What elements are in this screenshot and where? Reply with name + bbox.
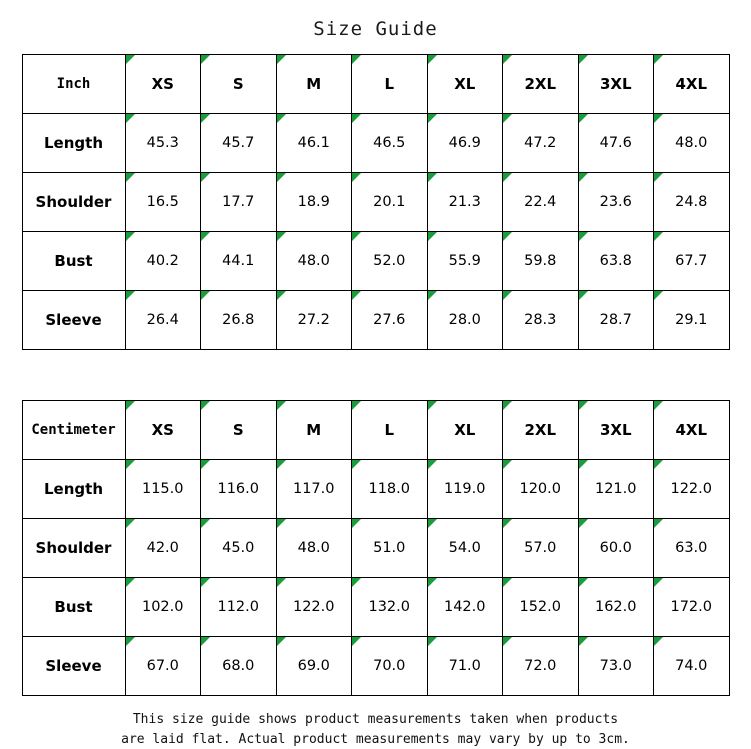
cell-shoulder-3xl: 23.6 (578, 173, 654, 232)
footnote-line-1: This size guide shows product measurements taken when products (22, 710, 730, 730)
cell-sleeve-2xl: 72.0 (503, 637, 579, 696)
footnote-line-2: are laid flat. Actual product measurements may vary by up to 3cm. (22, 730, 730, 749)
cell-shoulder-xl: 21.3 (427, 173, 503, 232)
cell-sleeve-xs: 26.4 (125, 291, 201, 350)
cell-sleeve-m: 27.2 (276, 291, 352, 350)
cell-bust-l: 132.0 (352, 578, 428, 637)
cell-sleeve-xl: 71.0 (427, 637, 503, 696)
cell-bust-xl: 55.9 (427, 232, 503, 291)
cell-bust-2xl: 152.0 (503, 578, 579, 637)
cell-bust-l: 52.0 (352, 232, 428, 291)
cell-length-xs: 45.3 (125, 114, 201, 173)
cell-length-4xl: 122.0 (654, 460, 730, 519)
column-header-4xl: 4XL (654, 55, 730, 114)
row-header-shoulder: Shoulder (22, 519, 125, 578)
row-header-sleeve: Sleeve (22, 637, 125, 696)
cell-length-4xl: 48.0 (654, 114, 730, 173)
column-header-2xl: 2XL (503, 401, 579, 460)
cell-shoulder-m: 48.0 (276, 519, 352, 578)
cell-sleeve-4xl: 74.0 (654, 637, 730, 696)
cell-bust-2xl: 59.8 (503, 232, 579, 291)
table-row (22, 578, 729, 637)
cell-bust-4xl: 172.0 (654, 578, 730, 637)
table-row (22, 637, 729, 696)
table-header-row (22, 55, 729, 114)
column-header-l: L (352, 55, 428, 114)
cell-bust-xl: 142.0 (427, 578, 503, 637)
cell-sleeve-3xl: 28.7 (578, 291, 654, 350)
column-header-xl: XL (427, 55, 503, 114)
table-row (22, 232, 729, 291)
cell-shoulder-xs: 16.5 (125, 173, 201, 232)
cell-sleeve-m: 69.0 (276, 637, 352, 696)
cell-length-l: 118.0 (352, 460, 428, 519)
cell-sleeve-3xl: 73.0 (578, 637, 654, 696)
cell-length-s: 45.7 (201, 114, 277, 173)
cell-bust-3xl: 63.8 (578, 232, 654, 291)
cell-shoulder-s: 45.0 (201, 519, 277, 578)
row-header-bust: Bust (22, 578, 125, 637)
cell-bust-m: 122.0 (276, 578, 352, 637)
column-header-l: L (352, 401, 428, 460)
size-table-centimeter (22, 400, 730, 696)
cell-length-xl: 46.9 (427, 114, 503, 173)
cell-bust-3xl: 162.0 (578, 578, 654, 637)
unit-label-centimeter: Centimeter (22, 401, 125, 460)
cell-sleeve-l: 27.6 (352, 291, 428, 350)
cell-length-xs: 115.0 (125, 460, 201, 519)
column-header-s: S (201, 401, 277, 460)
table-row (22, 291, 729, 350)
cell-shoulder-l: 51.0 (352, 519, 428, 578)
cell-length-m: 117.0 (276, 460, 352, 519)
cell-bust-xs: 102.0 (125, 578, 201, 637)
column-header-xl: XL (427, 401, 503, 460)
column-header-2xl: 2XL (503, 55, 579, 114)
column-header-3xl: 3XL (578, 401, 654, 460)
size-table-inch (22, 54, 730, 350)
cell-shoulder-4xl: 63.0 (654, 519, 730, 578)
cell-bust-s: 44.1 (201, 232, 277, 291)
cell-bust-4xl: 67.7 (654, 232, 730, 291)
column-header-s: S (201, 55, 277, 114)
unit-label-inch: Inch (22, 55, 125, 114)
column-header-m: M (276, 401, 352, 460)
cell-length-3xl: 47.6 (578, 114, 654, 173)
cell-shoulder-s: 17.7 (201, 173, 277, 232)
cell-shoulder-m: 18.9 (276, 173, 352, 232)
cell-sleeve-l: 70.0 (352, 637, 428, 696)
cell-sleeve-xl: 28.0 (427, 291, 503, 350)
cell-length-3xl: 121.0 (578, 460, 654, 519)
cell-length-2xl: 47.2 (503, 114, 579, 173)
row-header-length: Length (22, 460, 125, 519)
cell-sleeve-2xl: 28.3 (503, 291, 579, 350)
row-header-shoulder: Shoulder (22, 173, 125, 232)
cell-shoulder-4xl: 24.8 (654, 173, 730, 232)
cell-shoulder-2xl: 57.0 (503, 519, 579, 578)
cell-bust-s: 112.0 (201, 578, 277, 637)
table-spacer (0, 350, 751, 400)
table-header-row (22, 401, 729, 460)
footnote (22, 696, 730, 749)
cell-sleeve-4xl: 29.1 (654, 291, 730, 350)
cell-bust-m: 48.0 (276, 232, 352, 291)
cell-length-xl: 119.0 (427, 460, 503, 519)
table-row (22, 460, 729, 519)
column-header-3xl: 3XL (578, 55, 654, 114)
table-row (22, 114, 729, 173)
cell-sleeve-xs: 67.0 (125, 637, 201, 696)
column-header-xs: XS (125, 401, 201, 460)
column-header-xs: XS (125, 55, 201, 114)
cell-sleeve-s: 68.0 (201, 637, 277, 696)
row-header-sleeve: Sleeve (22, 291, 125, 350)
table-row (22, 173, 729, 232)
cell-length-2xl: 120.0 (503, 460, 579, 519)
page-title: Size Guide (0, 0, 751, 54)
cell-sleeve-s: 26.8 (201, 291, 277, 350)
cell-length-l: 46.5 (352, 114, 428, 173)
cell-length-s: 116.0 (201, 460, 277, 519)
cell-shoulder-3xl: 60.0 (578, 519, 654, 578)
cell-shoulder-xl: 54.0 (427, 519, 503, 578)
cell-bust-xs: 40.2 (125, 232, 201, 291)
row-header-length: Length (22, 114, 125, 173)
table-row (22, 519, 729, 578)
cell-shoulder-2xl: 22.4 (503, 173, 579, 232)
cell-shoulder-xs: 42.0 (125, 519, 201, 578)
cell-shoulder-l: 20.1 (352, 173, 428, 232)
row-header-bust: Bust (22, 232, 125, 291)
cell-length-m: 46.1 (276, 114, 352, 173)
column-header-m: M (276, 55, 352, 114)
column-header-4xl: 4XL (654, 401, 730, 460)
